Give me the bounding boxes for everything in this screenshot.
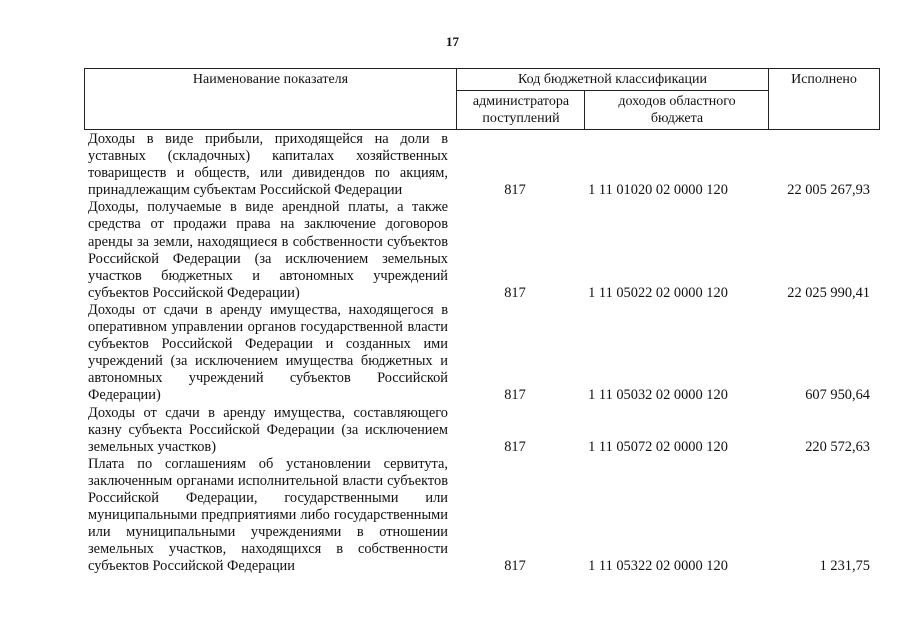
row-budget-code: 1 11 01020 02 0000 120 <box>588 182 728 199</box>
row-description: Доходы от сдачи в аренду имущества, составляющего казну субъекта Российской Федерации (за исключением земельных участков) <box>88 404 448 455</box>
row-administrator-code: 817 <box>504 182 526 199</box>
header-divider <box>584 90 585 130</box>
row-description: Плата по соглашениям об установлении сервитута, заключенным органами исполнительной власти субъектов Российской Федерации, государственными или муниципальными предприятиями либо государственными или муниципальными учреждениями в отношении земельных участков, находящихся в собственности субъектов Российской Федерации <box>88 455 448 575</box>
table-row <box>88 131 878 199</box>
row-budget-code: 1 11 05022 02 0000 120 <box>588 284 728 301</box>
page-number: 17 <box>446 34 459 49</box>
row-administrator-code: 817 <box>504 438 526 455</box>
row-budget-code: 1 11 05032 02 0000 120 <box>588 387 728 404</box>
header-budget-code: Код бюджетной классификации <box>518 72 707 87</box>
header-executed: Исполнено <box>791 72 857 87</box>
row-budget-code: 1 11 05072 02 0000 120 <box>588 438 728 455</box>
table-row <box>88 302 878 405</box>
row-amount: 607 950,64 <box>805 387 870 404</box>
row-administrator-code: 817 <box>504 558 526 575</box>
row-description: Доходы, получаемые в виде арендной платы, а также средства от продажи права на заключение договоров аренды за земли, находящиеся в собственности субъектов Российской Федерации (за исключением земельных участков бюджетных и автономных учреждений субъектов Российской Федерации) <box>88 199 448 301</box>
table-body <box>88 131 878 575</box>
header-regional-budget: доходов областного бюджета <box>618 94 736 126</box>
header-administrator: администратора поступлений <box>472 94 570 126</box>
table-row <box>88 405 878 456</box>
row-amount: 220 572,63 <box>805 438 870 455</box>
table-row <box>88 456 878 576</box>
table-row <box>88 199 878 302</box>
header-indicator-name: Наименование показателя <box>192 72 349 87</box>
row-amount: 1 231,75 <box>819 558 870 575</box>
row-administrator-code: 817 <box>504 284 526 301</box>
row-description: Доходы от сдачи в аренду имущества, находящегося в оперативном управлении органов государственной власти субъектов Российской Федерации и созданных ими учреждений (за исключением имущества бюджетных и автономных учреждений субъектов Российской Федерации) <box>88 301 448 404</box>
row-administrator-code: 817 <box>504 387 526 404</box>
row-amount: 22 005 267,93 <box>787 182 870 199</box>
row-amount: 22 025 990,41 <box>787 284 870 301</box>
row-budget-code: 1 11 05322 02 0000 120 <box>588 558 728 575</box>
row-description: Доходы в виде прибыли, приходящейся на доли в уставных (складочных) капиталах хозяйственных товариществ и обществ, или дивидендов по акциям, принадлежащим субъектам Российской Федерации <box>88 131 448 199</box>
table-header <box>84 68 880 130</box>
header-divider <box>456 90 769 91</box>
